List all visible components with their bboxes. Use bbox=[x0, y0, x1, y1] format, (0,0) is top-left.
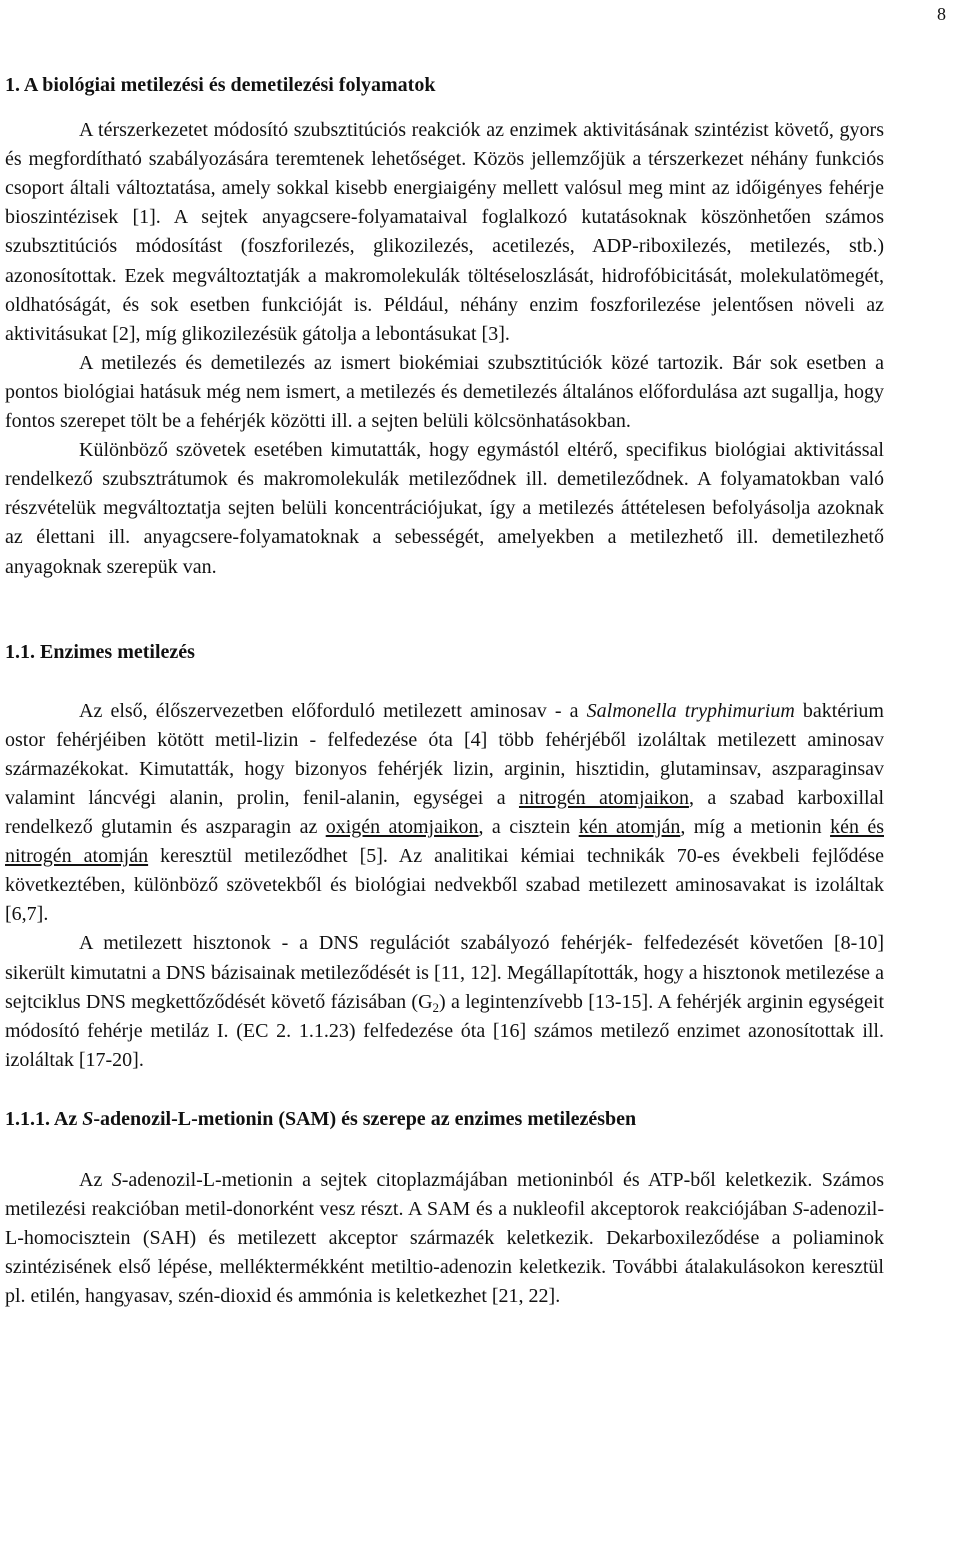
underlined-term: nitrogén atomjaikon bbox=[518, 786, 689, 809]
subscript: 2 bbox=[432, 999, 440, 1015]
underlined-term: kén és nitrogén atomján bbox=[5, 816, 884, 868]
underlined-term: oxigén atomjaikon bbox=[325, 816, 479, 839]
paragraph: Az első, élőszervezetben előforduló metilezett aminosav - a Salmonella tryphimurium baktérium ostor fehérjéiben kötött metil-lizin - felfedezése óta [4] több fehérjéből izoláltak metilezett aminosav származékokat. Kimutatták, hogy bizonyos fehérjék lizin, arginin, hisztidin, glutaminsav, aszparaginsav valamint láncvégi alanin, prolin, fenil-alanin, egységei a nitrogén atomjaikon, a szabad karboxillal rendelkező glutamin és aszparagin az oxigén atomjaikon, a cisztein kén atomján, míg a metionin kén és nitrogén atomján keresztül metileződhet [5]. Az analitikai kémiai technikák 70-es évekbeli fejlődése következtében, különböző szövetekből és biológiai nedvekből szabad metilezett aminosavakat is izoláltak [6,7]. bbox=[5, 699, 885, 926]
section-1-heading: 1. A biológiai metilezési és demetilezési folyamatok bbox=[5, 74, 436, 96]
paragraph: Különböző szövetek esetében kimutatták, hogy egymástól eltérő, specifikus biológiai aktivitással rendelkező szubsztrátumok és makromolekulák metileződnek ill. demetileződnek. A folyamatokban való részvételük megváltoztatja sejten belüli koncentrációjukat, így a metilezés áttételesen befolyásolja azoknak az élettani ill. anyagcsere-folyamatoknak a sebességét, amelyekben a metilezhető ill. demetilezhető anyagoknak szerepük van. bbox=[5, 439, 884, 578]
page-number: 8 bbox=[937, 4, 946, 24]
paragraph: A térszerkezetet módosító szubsztitúciós reakciók az enzimek aktivitásának szintézist követő, gyors és megfordítható szabályozására teremtenek lehetőséget. Közös jellemzőjük a térszerkezet néhány funkciós csoport általi változtatása, amely sokkal kisebb energiaigény mellett valósul meg mint az időigényes fehérje bioszintézisek [1]. A sejtek anyagcsere-folyamataival foglalkozó kutatásoknak köszönhetően számos szubsztitúciós módosítást (foszforilezés, glikozilezés, acetilezés, ADP-riboxilezés, metilezés, stb.) azonosítottak. Ezek megváltoztatják a makromolekulák töltéseloszlását, hidrofóbicitását, molekulatömegét, oldhatóságát, és sok esetben funkcióját is. Például, néhány enzim foszforilezése jelentősen növeli az aktivitásukat [2], míg glikozilezésük gátolja a lebontásukat [3]. bbox=[5, 119, 884, 345]
document-page bbox=[5, 71, 884, 1311]
paragraph: Az S-adenozil-L-metionin a sejtek citoplazmájában metioninból és ATP-ből keletkezik. Számos metilezési reakcióban metil-donorként vesz részt. A SAM és a nukleofil akceptorok reakciójában S-adenozil-L-homocisztein (SAH) és metilezett akceptor származék keletkezik. Dekarboxileződése a poliaminok szintézisének első lépése, melléktermékként metiltio-adenozin keletkezik. További átalakulásokon keresztül pl. etilén, hangyasav, szén-dioxid és ammónia is keletkezhet [21, 22]. bbox=[5, 1169, 884, 1308]
section-1-1-heading: 1.1. Enzimes metilezés bbox=[5, 640, 195, 663]
section-1-1-1-heading: 1.1.1. Az S-adenozil-L-metionin (SAM) és szerepe az enzimes metilezésben bbox=[5, 1107, 637, 1130]
paragraph: A metilezett hisztonok - a DNS regulációt szabályozó fehérjék- felfedezését követően [8-10] sikerült kimutatni a DNS bázisainak metileződését is [11, 12]. Megállapították, hogy a hisztonok metilezése a sejtciklus DNS megkettőződését követő fázisában $(G_2)$ a legintenzívebb [13-15]. A fehérjék arginin egységeit módosító fehérje metiláz I. (EC 2. 1.1.23) felfedezése óta [16] számos metilező enzimet azonosítottak ill. izoláltak [17-20]. bbox=[5, 932, 885, 1071]
paragraph: A metilezés és demetilezés az ismert biokémiai szubsztitúciók közé tartozik. Bár sok esetben a pontos biológiai hatásuk még nem ismert, a metilezés és demetilezés általános előfordulása azt sugallja, hogy fontos szerepet tölt be a fehérjék közötti ill. a sejten belüli kölcsönhatásokban. bbox=[5, 351, 884, 433]
underlined-term: kén atomján bbox=[578, 816, 681, 839]
species-name: Salmonella tryphimurium bbox=[586, 699, 795, 722]
